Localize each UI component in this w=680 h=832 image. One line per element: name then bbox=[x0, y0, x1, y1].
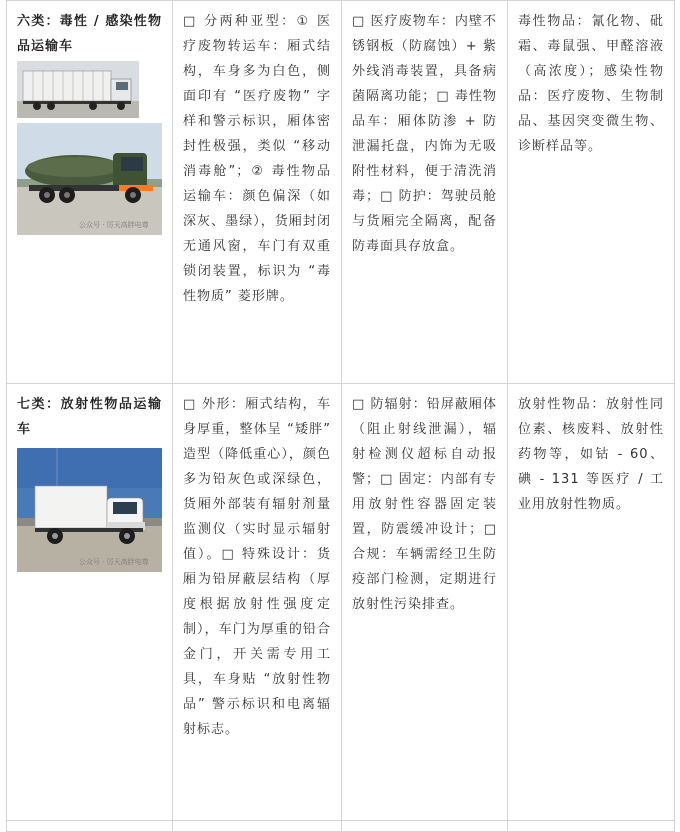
truck-image bbox=[17, 61, 139, 118]
types-cell: □ 外形：厢式结构，车身厚重，整体呈 “矮胖” 造型（降低重心），颜色多为铅灰色或深绿色，货厢外部装有辐射剂量监测仪（实时显示辐射值）。□ 特殊设计：货厢为铅屏蔽层结构（厚度根据放射性强度定制），车门为厚重的铅合金门，开关需专用工具，车身贴 “放射性物品” 警示标识和电离辐射标志。 bbox=[173, 384, 342, 821]
watermark-text: 公众号 · 厉天高胖电尊 bbox=[79, 221, 149, 229]
empty-cell bbox=[342, 821, 508, 832]
types-cell: □ 分两种亚型：① 医疗废物转运车：厢式结构，车身多为白色，侧面印有 “医疗废物” 字样和警示标识，厢体密封性极强，类似 “移动消毒舱”；② 毒性物品运输车：颜色偏深（如深灰、墨绿），货厢封闭无通风窗，车门有双重锁闭装置，标识为 “毒性物质” 菱形牌。 bbox=[173, 1, 342, 384]
cargo-cell: 毒性物品：氰化物、砒霜、毒鼠强、甲醛溶液（高浓度）；感染性物品：医疗废物、生物制品、基因突变微生物、诊断样品等。 bbox=[508, 1, 675, 384]
vehicle-spec-table bbox=[6, 0, 675, 832]
empty-cell bbox=[508, 821, 675, 832]
features-cell: □ 防辐射：铅屏蔽厢体（阻止射线泄漏），辐射检测仪超标自动报警；□ 固定：内部有专用放射性容器固定装置，防震缓冲设计；□ 合规：车辆需经卫生防疫部门检测，定期进行放射性污染排查。 bbox=[342, 384, 508, 821]
table-row bbox=[7, 384, 675, 821]
empty-cell bbox=[173, 821, 342, 832]
truck-photo-radioactive bbox=[17, 448, 162, 572]
truck-photo-tanker bbox=[17, 123, 162, 235]
watermark-text: 公众号 · 厉天高胖电尊 bbox=[79, 558, 149, 566]
truck-photo-white-box bbox=[17, 61, 139, 118]
tanker-truck-image bbox=[17, 123, 162, 235]
table-row bbox=[7, 821, 675, 832]
cargo-cell: 放射性物品：放射性同位素、核废料、放射性药物等，如钴 - 60、碘 - 131 等医疗 / 工业用放射性物质。 bbox=[508, 384, 675, 821]
empty-cell bbox=[7, 821, 173, 832]
table-row bbox=[7, 1, 675, 384]
category-cell bbox=[7, 384, 173, 821]
category-title: 七类：放射性物品运输车 bbox=[17, 397, 162, 437]
category-cell bbox=[7, 1, 173, 384]
features-cell: □ 医疗废物车：内壁不锈钢板（防腐蚀）+ 紫外线消毒装置，具备病菌隔离功能；□ 毒性物品车：厢体防渗 + 防泄漏托盘，内饰为无吸附性材料，便于清洗消毒；□ 防护：驾驶员舱与货厢完全隔离，配备防毒面具存放盒。 bbox=[342, 1, 508, 384]
category-title: 六类：毒性 / 感染性物品运输车 bbox=[17, 14, 162, 54]
box-truck-image bbox=[17, 448, 162, 572]
